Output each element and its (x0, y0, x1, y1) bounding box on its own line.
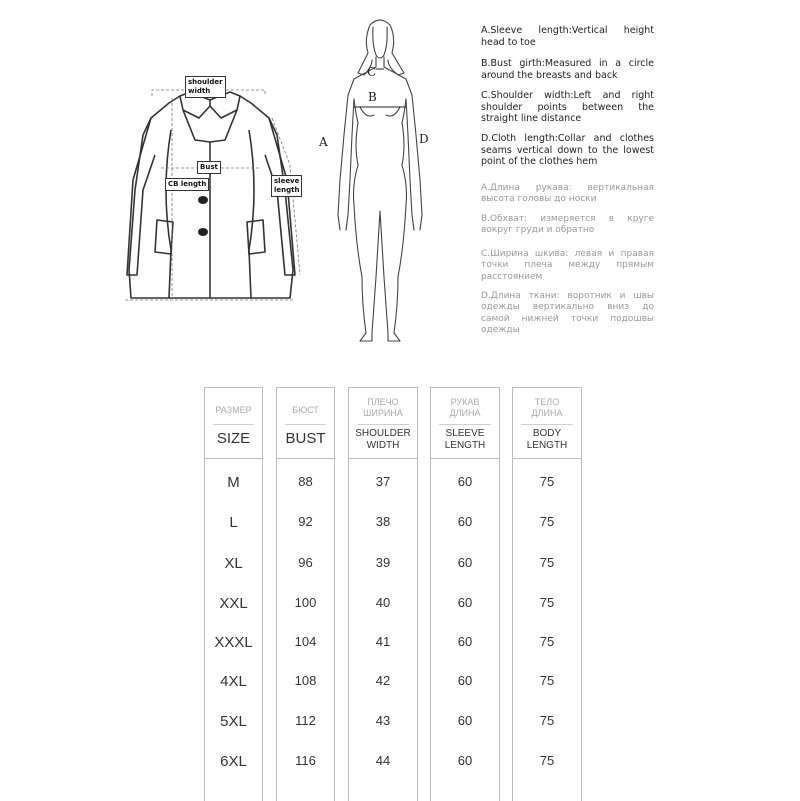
body-figure (318, 15, 448, 345)
description-en-b: B.Bust girth:Measured in a circle around the breasts and back (481, 58, 654, 81)
column-header (349, 388, 417, 459)
description-ru-a: A.Длина рукава: вертикальная высота головы до носки (481, 183, 654, 205)
header-en: SHOULDER WIDTH (355, 428, 411, 451)
header-divider (521, 424, 573, 425)
column-sleeve (430, 387, 500, 801)
column-shoulder (348, 387, 418, 801)
table-cell-body: 75 (539, 514, 555, 529)
table-cell-size: L (229, 514, 238, 531)
table-cell-shoulder: 38 (375, 514, 391, 529)
column-body (512, 387, 582, 801)
table-cell-bust: 100 (294, 595, 317, 610)
description-ru-d: D.Длина ткани: воротник и швы одежды вертикально вниз до самой нижней точки подошвы одежды (481, 291, 654, 335)
table-cell-size: 5XL (220, 713, 247, 730)
figure-letter-d: D (419, 132, 429, 146)
table-cell-size: M (227, 474, 240, 491)
table-cell-shoulder: 42 (375, 673, 391, 688)
table-cell-bust: 96 (298, 555, 313, 570)
figure-letter-c: C (367, 65, 377, 79)
shoulder-width-label: shoulder width (185, 76, 226, 98)
table-cell-sleeve: 60 (457, 474, 473, 489)
coat-diagram (125, 70, 305, 310)
table-cell-shoulder: 39 (375, 555, 391, 570)
header-en: BODY LENGTH (526, 428, 568, 451)
header-divider (357, 424, 409, 425)
table-cell-bust: 116 (295, 753, 316, 768)
description-en-d: D.Cloth length:Collar and clothes seams vertical down to the lowest point of the clothes hem (481, 133, 654, 168)
table-cell-sleeve: 60 (457, 753, 473, 768)
table-cell-size: 4XL (220, 673, 247, 690)
body-silhouette (318, 15, 448, 345)
table-cell-bust: 112 (295, 713, 316, 728)
table-cell-size: XXXL (214, 634, 253, 651)
table-cell-sleeve: 60 (457, 673, 473, 688)
description-en-c: C.Shoulder width:Left and right shoulder points between the straight line distance (481, 90, 654, 125)
header-ru: РАЗМЕР (215, 405, 252, 415)
table-cell-body: 75 (539, 595, 555, 610)
table-cell-sleeve: 60 (457, 713, 473, 728)
bust-label: Bust (197, 161, 221, 174)
table-cell-body: 75 (539, 555, 555, 570)
header-ru: РУКАВ ДЛИНА (449, 397, 481, 418)
table-cell-body: 75 (539, 713, 555, 728)
table-cell-bust: 92 (298, 514, 313, 529)
column-size (204, 387, 263, 801)
column-header (431, 388, 499, 459)
table-cell-sleeve: 60 (457, 555, 473, 570)
header-ru: БЮСТ (292, 405, 319, 415)
description-en-a: A.Sleeve length:Vertical height head to toe (481, 25, 654, 48)
description-ru-b: B.Обхват: измеряется в круге вокруг груди и обратно (481, 214, 654, 236)
table-cell-bust: 104 (294, 634, 317, 649)
table-cell-body: 75 (539, 474, 555, 489)
figure-letter-a: A (319, 135, 328, 149)
header-en: BUST (285, 430, 326, 447)
column-bust (276, 387, 335, 801)
table-cell-shoulder: 40 (375, 595, 391, 610)
header-en: SLEEVE LENGTH (444, 428, 486, 451)
table-cell-sleeve: 60 (457, 595, 473, 610)
table-cell-shoulder: 43 (375, 713, 391, 728)
column-header (513, 388, 581, 459)
figure-letter-b: B (368, 90, 377, 104)
column-header (277, 388, 334, 459)
cb-length-label: CB length (165, 178, 209, 191)
table-cell-shoulder: 37 (375, 474, 391, 489)
table-cell-bust: 88 (298, 474, 313, 489)
table-cell-body: 75 (539, 634, 555, 649)
table-cell-body: 75 (539, 673, 555, 688)
header-ru: ТЕЛО ДЛИНА (531, 397, 563, 418)
table-cell-shoulder: 41 (375, 634, 391, 649)
description-ru-c: C.Ширина шкива: левая и правая точки плеча между прямым расстоянием (481, 249, 654, 282)
table-cell-size: XL (224, 555, 243, 572)
header-divider (213, 424, 254, 425)
column-header (205, 388, 262, 459)
table-cell-size: 6XL (220, 753, 247, 770)
table-cell-sleeve: 60 (457, 634, 473, 649)
header-divider (285, 424, 326, 425)
sleeve-length-label: sleeve length (271, 175, 302, 197)
table-cell-bust: 108 (294, 673, 317, 688)
header-en: SIZE (216, 430, 251, 447)
table-cell-size: XXL (219, 595, 248, 612)
table-cell-body: 75 (539, 753, 555, 768)
table-cell-sleeve: 60 (457, 514, 473, 529)
table-cell-shoulder: 44 (375, 753, 391, 768)
header-divider (439, 424, 491, 425)
header-ru: ПЛЕЧО ШИРИНА (363, 397, 403, 418)
